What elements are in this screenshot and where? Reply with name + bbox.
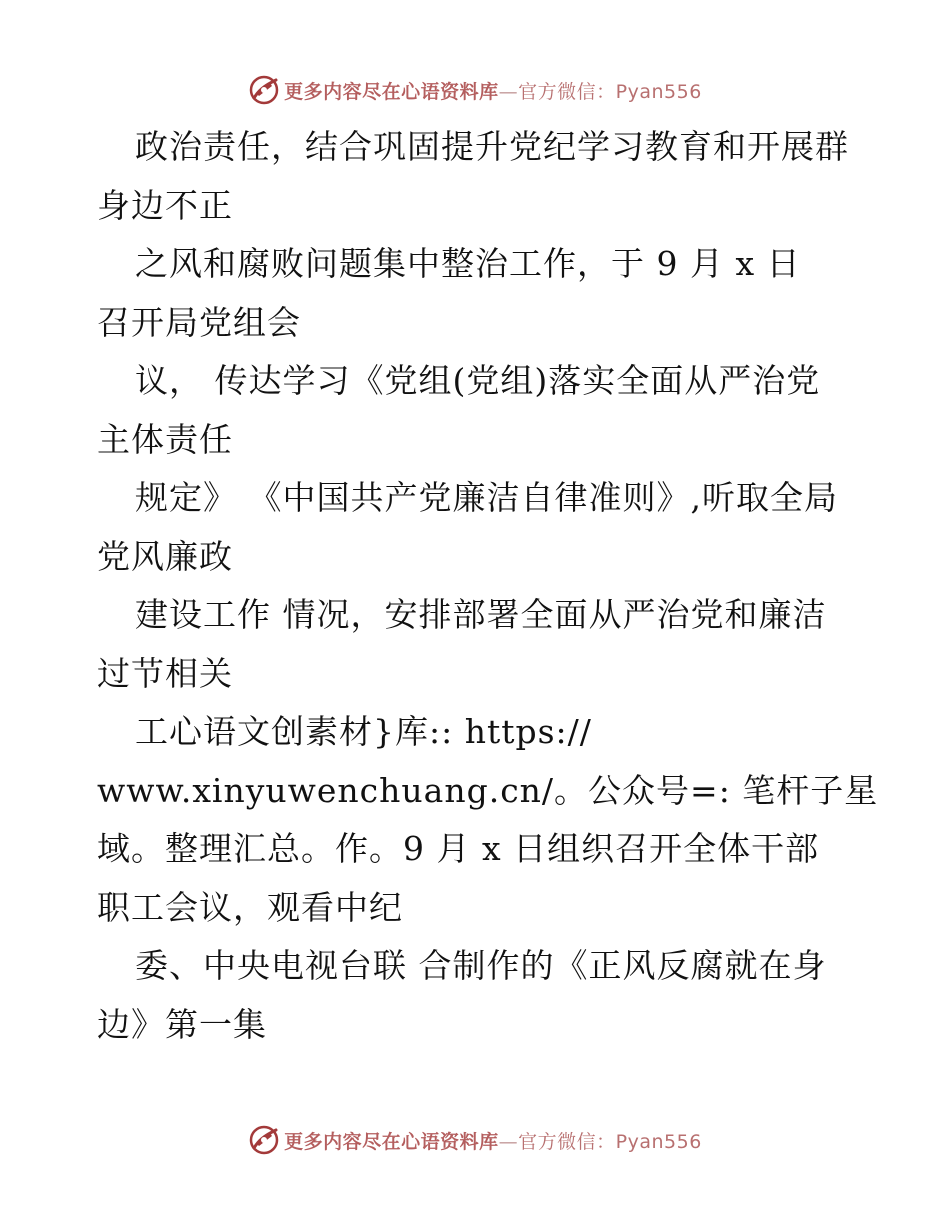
body-line: 委、中央电视台联 合制作的《正风反腐就在身 (135, 946, 827, 985)
header-banner-text (284, 77, 702, 104)
body-line: 职工会议，观看中纪 (97, 887, 403, 927)
body-line: 边》第一集 (97, 1004, 267, 1044)
body-line: 过节相关 (97, 653, 233, 693)
footer-brand-text: 更多内容尽在心语资料库 (284, 1130, 499, 1153)
body-line: 主体责任 (97, 419, 233, 459)
body-line: 召开局党组会 (97, 302, 301, 342)
body-line: 建设工作 情况，安排部署全面从严治党和廉洁 (135, 595, 827, 634)
pen-circle-logo-icon (248, 1124, 280, 1156)
body-line: 域。整理汇总。作。9 月 x 日组织召开全体干部 (97, 829, 820, 868)
body-line: 政治责任，结合巩固提升党纪学习教育和开展群 (135, 127, 849, 166)
header-separator: — (498, 80, 519, 103)
header-brand-text: 更多内容尽在心语资料库 (284, 80, 499, 103)
body-line: 党风廉政 (97, 536, 233, 576)
pen-circle-logo-icon (248, 74, 280, 106)
body-line: 议， 传达学习《党组(党组)落实全面从严治党 (135, 361, 821, 400)
footer-separator: — (498, 1130, 519, 1153)
document-body (97, 118, 879, 1054)
footer-banner-text (284, 1127, 702, 1154)
header-banner (0, 70, 950, 110)
footer-banner (0, 1120, 950, 1160)
body-line: 规定》 《中国共产党廉洁自律准则》,听取全局 (135, 478, 838, 517)
body-line: www.xinyuwenchuang.cn/。公众号=: 笔杆子星 (97, 770, 879, 810)
body-line: 之风和腐败问题集中整治工作，于 9 月 x 日 (135, 244, 801, 283)
header-wechat-text: 官方微信：Pyan556 (518, 80, 702, 103)
footer-wechat-text: 官方微信：Pyan556 (518, 1130, 702, 1153)
body-line: 身边不正 (97, 185, 233, 225)
body-line: 工心语文创素材}库:: https:// (135, 712, 592, 751)
